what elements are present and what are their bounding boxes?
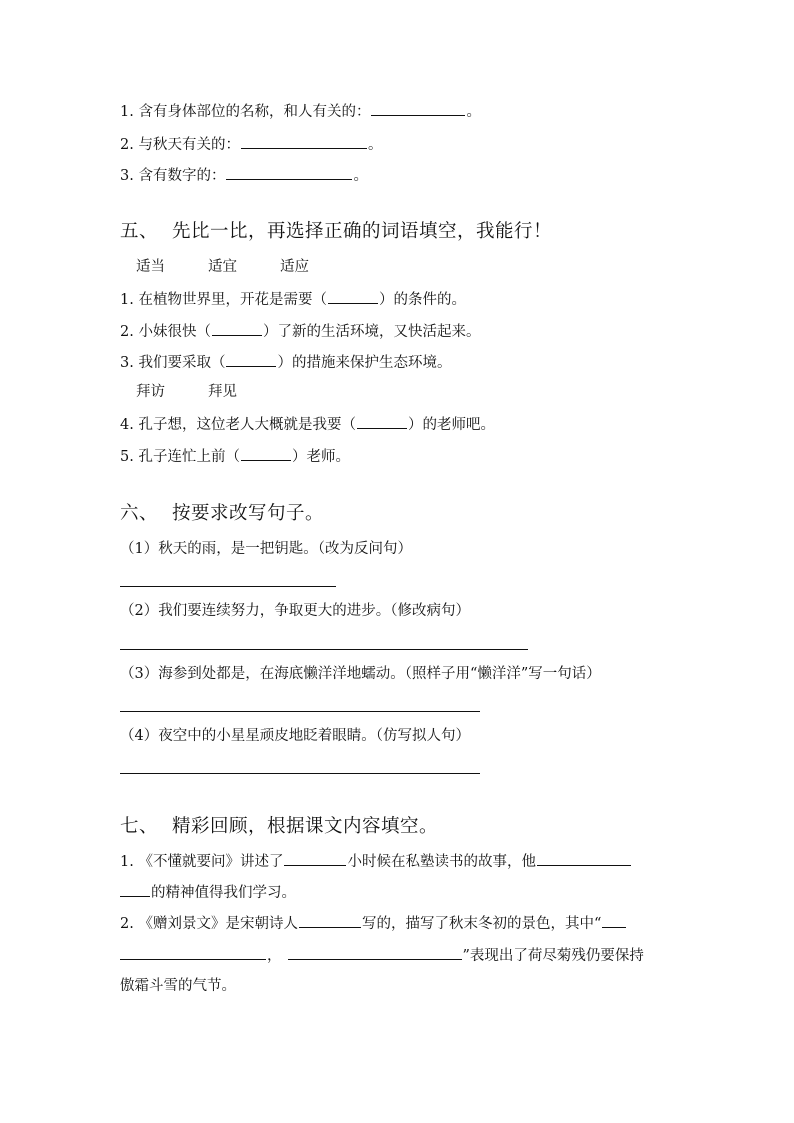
word-choice: 拜见	[208, 384, 237, 400]
fill-blank[interactable]	[288, 945, 462, 960]
fill-blank[interactable]	[226, 165, 352, 180]
fill-blank[interactable]	[120, 882, 150, 897]
s5-item-2: 2. 小妹很快（ ）了新的生活环境，又快活起来。	[120, 321, 480, 342]
s4-item-2: 2. 与秋天有关的： 。	[120, 134, 382, 155]
s5-item-1: 1. 在植物世界里，开花是需要（ ）的条件的。	[120, 289, 466, 310]
word-choice: 适当	[136, 259, 165, 275]
fill-blank[interactable]	[241, 446, 291, 461]
section-7-heading: 七、 精彩回顾，根据课文内容填空。	[120, 816, 439, 837]
answer-line[interactable]	[120, 773, 480, 774]
s7-q2-line3: 傲霜斗雪的气节。	[120, 978, 236, 994]
s4-item-1: 1. 含有身体部位的名称，和人有关的： 。	[120, 101, 481, 122]
section-5-heading: 五、 先比一比，再选择正确的词语填空，我能行！	[120, 221, 553, 242]
s7-q2-line1: 2. 《赠刘景文》是宋朝诗人 写的，描写了秋末冬初的景色，其中“	[120, 913, 627, 934]
fill-blank[interactable]	[241, 134, 367, 149]
fill-blank[interactable]	[299, 913, 361, 928]
answer-line[interactable]	[120, 586, 336, 587]
answer-line[interactable]	[120, 649, 528, 650]
fill-blank[interactable]	[328, 289, 378, 304]
s5-item-5: 5. 孔子连忙上前（ ）老师。	[120, 446, 350, 467]
section-6-heading: 六、 按要求改写句子。	[120, 503, 325, 524]
s7-q1-line2: 的精神值得我们学习。	[120, 882, 296, 903]
fill-blank[interactable]	[371, 101, 465, 116]
fill-blank[interactable]	[357, 414, 407, 429]
s7-q1-line1: 1. 《不懂就要问》讲述了 小时候在私塾读书的故事，他	[120, 851, 632, 872]
fill-blank[interactable]	[120, 945, 266, 960]
s6-item-4: （4）夜空中的小星星顽皮地眨着眼睛。（仿写拟人句）	[120, 728, 470, 744]
fill-blank[interactable]	[537, 851, 631, 866]
answer-line[interactable]	[120, 711, 480, 712]
fill-blank[interactable]	[212, 321, 262, 336]
s4-item-3: 3. 含有数字的： 。	[120, 165, 368, 186]
fill-blank[interactable]	[226, 352, 276, 367]
s5-item-4: 4. 孔子想，这位老人大概就是我要（ ）的老师吧。	[120, 414, 495, 435]
fill-blank[interactable]	[284, 851, 346, 866]
s6-item-2: （2）我们要连续努力，争取更大的进步。（修改病句）	[120, 603, 470, 619]
s7-q2-line2: ， ”表现出了荷尽菊残仍要保持	[120, 945, 644, 966]
s5-item-3: 3. 我们要采取（ ）的措施来保护生态环境。	[120, 352, 451, 373]
word-choice: 适宜	[208, 259, 237, 275]
word-choices-2	[136, 382, 237, 402]
s6-item-1: （1）秋天的雨，是一把钥匙。（改为反问句）	[120, 541, 412, 557]
fill-blank[interactable]	[602, 913, 626, 928]
word-choice: 适应	[280, 259, 309, 275]
word-choice: 拜访	[136, 384, 165, 400]
s6-item-3: （3）海参到处都是，在海底懒洋洋地蠕动。（照样子用“懒洋洋”写一句话）	[120, 666, 601, 682]
word-choices-1	[136, 257, 309, 277]
